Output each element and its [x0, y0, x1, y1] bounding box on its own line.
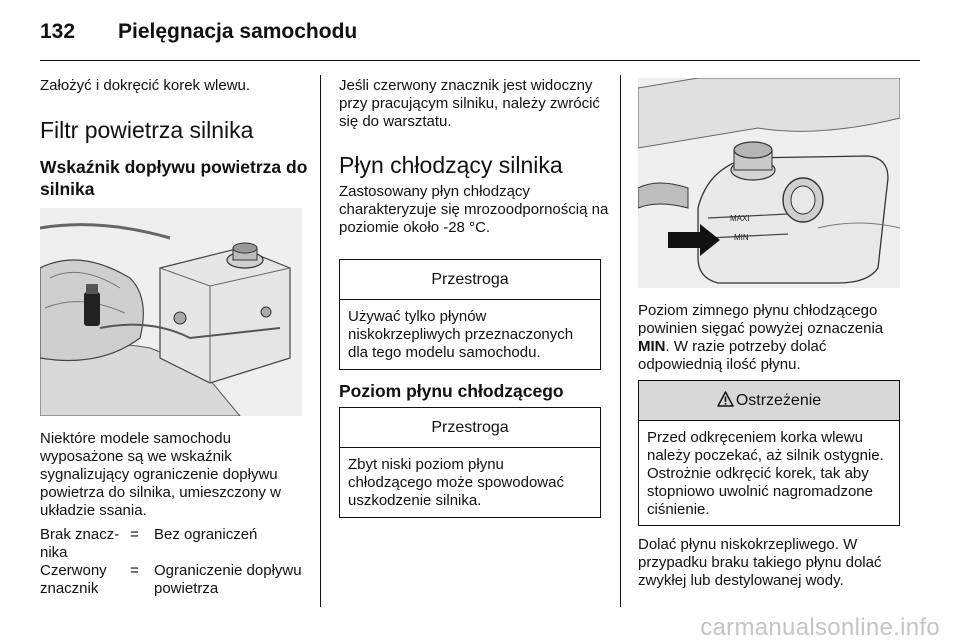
definition-value: Ograniczenie dopływu powietrza	[154, 562, 302, 597]
definition-equals: =	[130, 526, 139, 543]
header-rule	[40, 60, 920, 61]
coolant-reservoir-illustration	[638, 78, 900, 288]
left-intro: Założyć i dokręcić korek wlewu.	[40, 77, 251, 94]
warning-title: Ostrzeżenie	[735, 392, 822, 409]
definition-equals: =	[130, 562, 139, 579]
warning-text: Przed odkręceniem korka wlewu należy poczekać, aż silnik ostygnie. Ostrożnie odkręcić korek, tak aby stopniowo uwolnić nagromadzone ciśnienie.	[647, 429, 884, 518]
coolant-level-paragraph	[638, 302, 913, 374]
caution-text: Używać tylko płynów niskokrzepliwych przeznaczonych dla tego modelu samochodu.	[348, 308, 574, 361]
definition-term: Czerwony znacznik	[40, 562, 107, 597]
section-title-air-filter: Filtr powietrza silnika	[40, 117, 254, 143]
coolant-reservoir-figure	[638, 78, 900, 288]
caution-box-low-level	[339, 407, 601, 518]
indicator-definition-table	[40, 526, 310, 606]
middle-intro: Jeśli czerwony znacznik jest widoczny przy pracującym silniku, należy zwrócić się do warsztatu.	[339, 77, 600, 130]
subsection-title-coolant-level: Poziom płynu chłodzącego	[339, 381, 564, 401]
warning-triangle-icon	[717, 391, 734, 407]
definition-value: Bez ograniczeń	[154, 526, 258, 543]
caution-title: Przestroga	[340, 260, 600, 300]
coolant-level-text-before: Poziom zimnego płynu chłodzącego powinien sięgać powyżej oznaczenia	[638, 302, 884, 337]
min-mark-label: MIN	[638, 338, 666, 355]
caution-text: Zbyt niski poziom płynu chłodzącego może spowodować uszkodzenie silnika.	[348, 456, 564, 509]
middle-paragraph: Zastosowany płyn chłodzący charakteryzuje się mrozoodpornością na poziomie około -28 °C.	[339, 183, 609, 236]
left-paragraph: Niektóre modele samochodu wyposażone są we wskaźnik sygnalizujący ograniczenie dopływu powietrza do silnika, umieszczony w układzie ssania.	[40, 430, 281, 519]
warning-header	[639, 381, 899, 421]
watermark: carmanualsonline.info	[700, 614, 940, 641]
caution-title: Przestroga	[340, 408, 600, 448]
refill-paragraph: Dolać płynu niskokrzepliwego. W przypadku braku takiego płynu dolać zwykłej lub destylowanej wody.	[638, 536, 882, 589]
column-divider-1	[320, 75, 321, 607]
figure-label-max: MAXI	[730, 214, 750, 223]
caution-box-fluid-type	[339, 259, 601, 370]
warning-box-hot-engine	[638, 380, 900, 526]
running-title: Pielęgnacja samochodu	[118, 20, 358, 43]
page-header	[40, 14, 920, 54]
engine-bay-air-intake-illustration	[40, 208, 302, 416]
engine-bay-figure	[40, 208, 302, 416]
figure-label-min: MIN	[734, 233, 749, 242]
section-title-coolant: Płyn chłodzący silnika	[339, 152, 563, 178]
subsection-title-air-indicator: Wskaźnik dopływu powietrza do silnika	[40, 157, 308, 199]
column-divider-2	[620, 75, 621, 607]
coolant-level-text-after: . W razie potrzeby dolać odpowiednią ilość płynu.	[638, 338, 827, 373]
definition-term: Brak znacz-nika	[40, 526, 120, 561]
page-number: 132	[40, 20, 76, 43]
